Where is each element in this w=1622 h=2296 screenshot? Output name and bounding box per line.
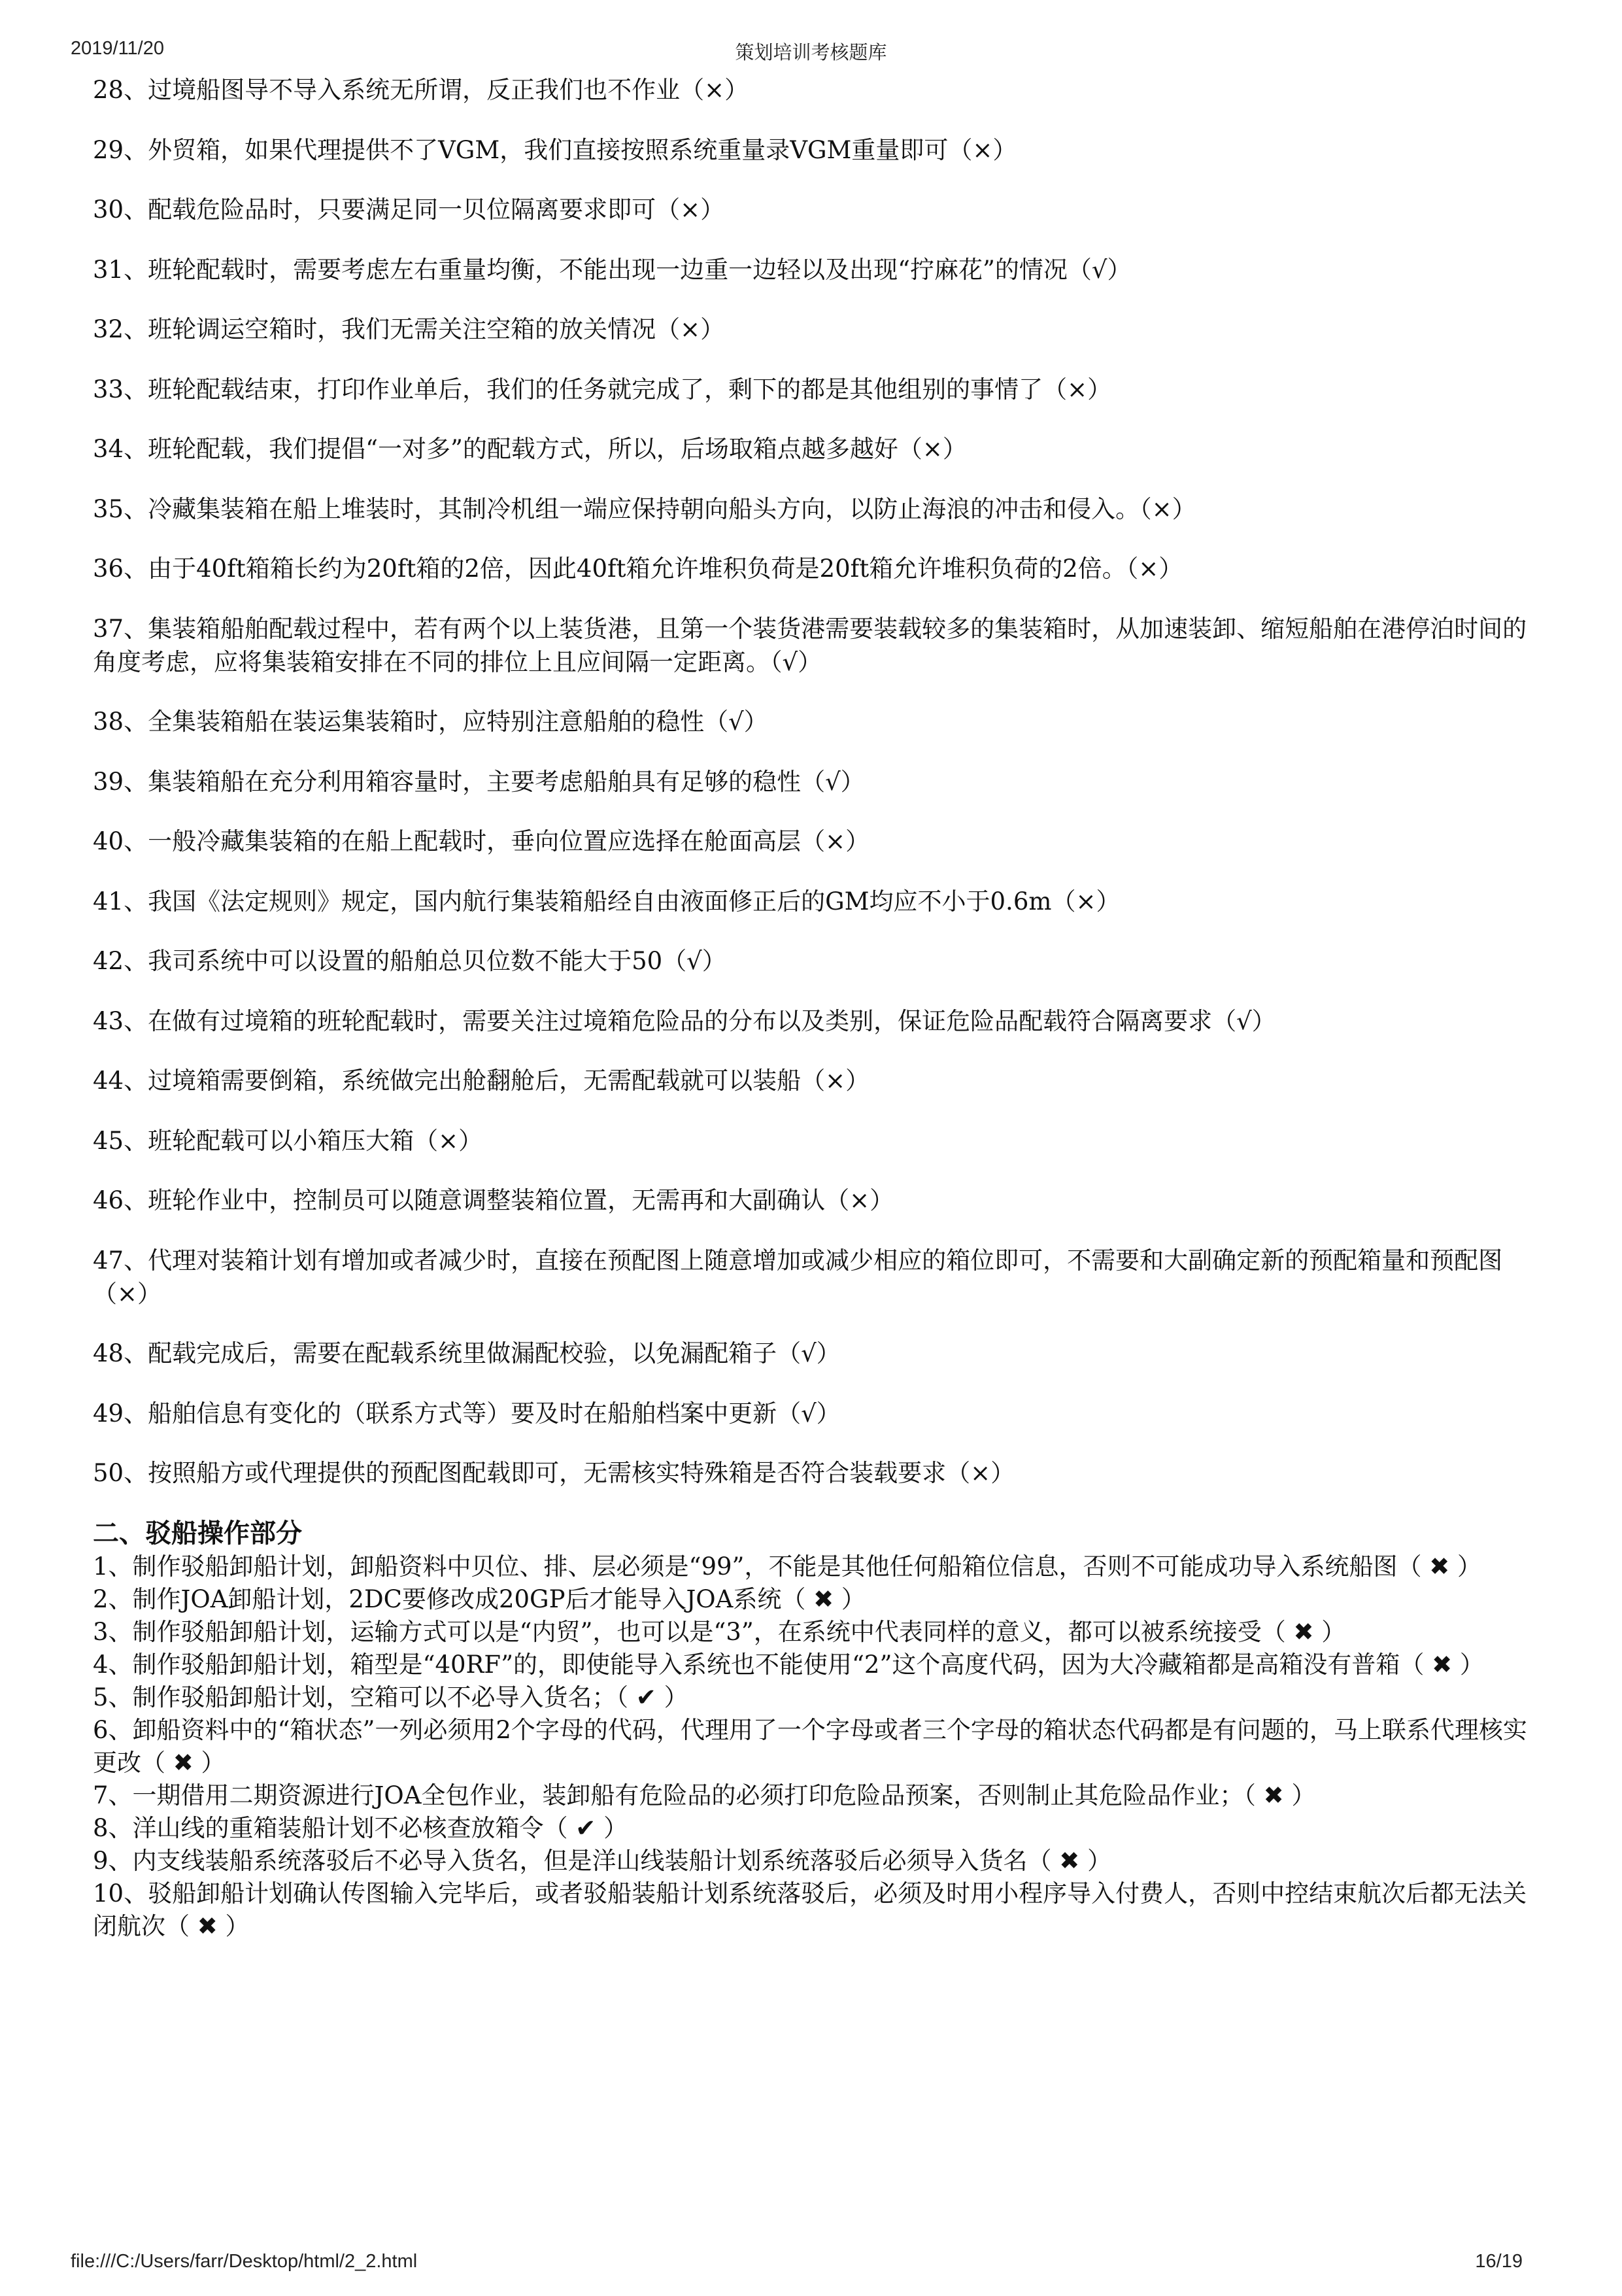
question-32: 32、班轮调运空箱时，我们无需关注空箱的放关情况（×） (93, 315, 725, 343)
section-heading: 二、驳船操作部分 (93, 1517, 302, 1549)
barge-question-2: 2、制作JOA卸船计划，2DC要修改成20GP后才能导入JOA系统（ ✖ ） (93, 1585, 866, 1613)
question-30: 30、配载危险品时，只要满足同一贝位隔离要求即可（×） (93, 196, 725, 224)
question-29: 29、外贸箱，如果代理提供不了VGM，我们直接按照系统重量录VGM重量即可（×） (93, 135, 1017, 164)
question-46: 46、班轮作业中，控制员可以随意调整装箱位置，无需再和大副确认（×） (93, 1186, 894, 1214)
file-path: file:///C:/Users/farr/Desktop/html/2_2.html (71, 2251, 418, 2272)
print-date: 2019/11/20 (71, 38, 164, 59)
question-36: 36、由于40ft箱箱长约为20ft箱的2倍，因此40ft箱允许堆积负荷是20ft箱允许堆积负荷的2倍。（×） (93, 555, 1183, 583)
question-44: 44、过境箱需要倒箱，系统做完出舱翻舱后，无需配载就可以装船（×） (93, 1067, 870, 1095)
barge-question-1: 1、制作驳船卸船计划，卸船资料中贝位、排、层必须是“99”，不能是其他任何船箱位信息，否则不可能成功导入系统船图（ ✖ ） (93, 1552, 1481, 1581)
question-43: 43、在做有过境箱的班轮配载时，需要关注过境箱危险品的分布以及类别，保证危险品配载符合隔离要求（√） (93, 1006, 1276, 1035)
question-42: 42、我司系统中可以设置的船舶总贝位数不能大于50（√） (93, 947, 726, 975)
document-title: 策划培训考核题库 (735, 41, 887, 63)
barge-question-8: 8、洋山线的重箱装船计划不必核查放箱令（ ✔ ） (93, 1813, 628, 1842)
question-35: 35、冷藏集装箱在船上堆装时，其制冷机组一端应保持朝向船头方向，以防止海浪的冲击和侵入。（×） (93, 494, 1196, 523)
question-28: 28、过境船图导不导入系统无所谓，反正我们也不作业（×） (93, 76, 749, 104)
question-41: 41、我国《法定规则》规定，国内航行集装箱船经自由液面修正后的GM均应不小于0.6m（×） (93, 887, 1121, 916)
barge-question-7: 7、一期借用二期资源进行JOA全包作业，装卸船有危险品的必须打印危险品预案，否则制止其危险品作业；（ ✖ ） (93, 1781, 1316, 1809)
question-33: 33、班轮配载结束，打印作业单后，我们的任务就完成了，剩下的都是其他组别的事情了（×） (93, 375, 1112, 403)
barge-question-4: 4、制作驳船卸船计划，箱型是“40RF”的，即使能导入系统也不能使用“2”这个高度代码，因为大冷藏箱都是高箱没有普箱（ ✖ ） (93, 1650, 1484, 1679)
barge-question-5: 5、制作驳船卸船计划，空箱可以不必导入货名；（ ✔ ） (93, 1683, 688, 1711)
question-40: 40、一般冷藏集装箱的在船上配载时，垂向位置应选择在舱面高层（×） (93, 827, 870, 855)
question-48: 48、配载完成后，需要在配载系统里做漏配校验，以免漏配箱子（√） (93, 1339, 841, 1367)
question-34: 34、班轮配载，我们提倡“一对多”的配载方式，所以，后场取箱点越多越好（×） (93, 435, 967, 463)
question-38: 38、全集装箱船在装运集装箱时，应特别注意船舶的稳性（√） (93, 708, 768, 736)
barge-question-10: 10、驳船卸船计划确认传图输入完毕后，或者驳船装船计划系统落驳后，必须及时用小程序导入付费人，否则中控结束航次后都无法关闭航次（ ✖ ） (93, 1879, 1527, 1940)
question-37: 37、集装箱船舶配载过程中，若有两个以上装货港，且第一个装货港需要装载较多的集装箱时，从加速装卸、缩短船舶在港停泊时间的角度考虑，应将集装箱安排在不同的排位上且应间隔一定距离。（√） (93, 614, 1527, 676)
page-number: 16/19 (1475, 2251, 1523, 2272)
question-31: 31、班轮配载时，需要考虑左右重量均衡，不能出现一边重一边轻以及出现“拧麻花”的情况（√） (93, 255, 1132, 284)
question-39: 39、集装箱船在充分利用箱容量时，主要考虑船舶具有足够的稳性（√） (93, 767, 865, 796)
barge-question-6: 6、卸船资料中的“箱状态”一列必须用2个字母的代码，代理用了一个字母或者三个字母的箱状态代码都是有问题的，马上联系代理核实更改（ ✖ ） (93, 1715, 1527, 1777)
barge-question-9: 9、内支线装船系统落驳后不必导入货名，但是洋山线装船计划系统落驳后必须导入货名（ ✖ ） (93, 1846, 1112, 1875)
question-45: 45、班轮配载可以小箱压大箱（×） (93, 1126, 483, 1155)
question-50: 50、按照船方或代理提供的预配图配载即可，无需核实特殊箱是否符合装载要求（×） (93, 1459, 1015, 1487)
barge-question-3: 3、制作驳船卸船计划，运输方式可以是“内贸”，也可以是“3”，在系统中代表同样的意义，都可以被系统接受（ ✖ ） (93, 1617, 1346, 1646)
question-49: 49、船舶信息有变化的（联系方式等）要及时在船舶档案中更新（√） (93, 1399, 841, 1428)
document-body (93, 73, 1541, 1943)
question-47: 47、代理对装箱计划有增加或者减少时，直接在预配图上随意增加或减少相应的箱位即可，不需要和大副确定新的预配箱量和预配图（×） (93, 1246, 1503, 1308)
